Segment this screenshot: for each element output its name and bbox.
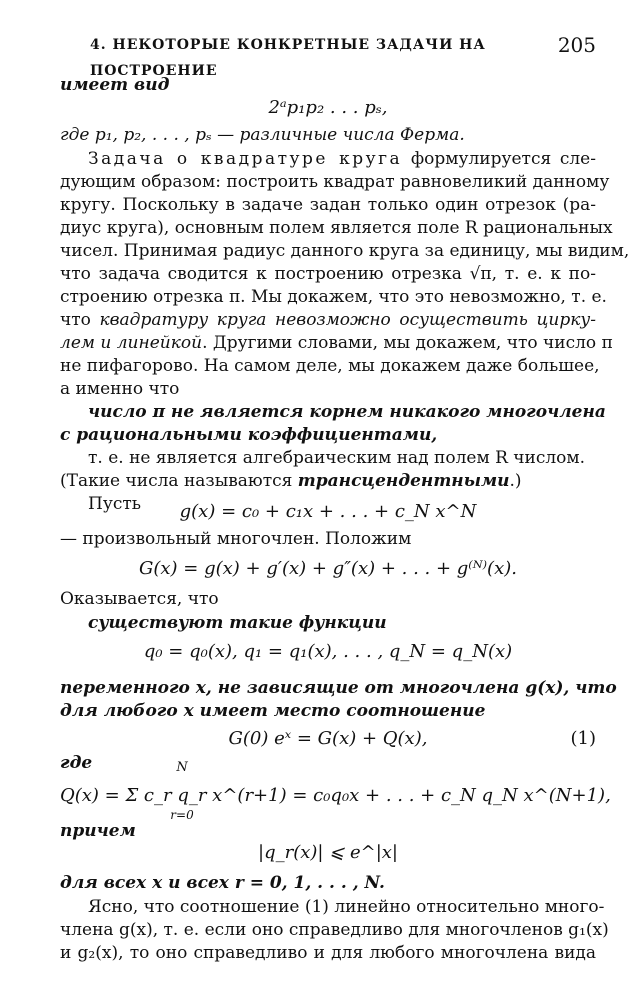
formula-relation-1: G(0) eˣ = G(x) + Q(x), (1) bbox=[228, 728, 596, 749]
text-line: дующим образом: построить квадрат равновеликий данному bbox=[60, 172, 610, 192]
text-line: Ясно, что соотношение (1) линейно относительно много- bbox=[88, 897, 605, 917]
text-line: где bbox=[60, 753, 93, 773]
text-line: причем bbox=[60, 821, 136, 841]
theorem-line: переменного x, не зависящие от многочлена g(x), что bbox=[60, 678, 617, 698]
text-line: чисел. Принимая радиус данного круга за единицу, мы видим, bbox=[60, 241, 630, 261]
text-line: Пусть bbox=[88, 494, 142, 514]
text-line: т. е. не является алгебраическим над полем R числом. bbox=[88, 448, 586, 468]
theorem-line: с рациональными коэффициентами, bbox=[60, 425, 438, 445]
text-line: не пифагорово. На самом деле, мы докажем даже большее, bbox=[60, 356, 600, 376]
text-line: лем и линейкой. Другими словами, мы докажем, что число π bbox=[60, 333, 613, 353]
formula-bound: |q_r(x)| ⩽ e^|x| bbox=[258, 842, 398, 863]
text-line: где p₁, p₂, . . . , pₛ — различные числа Ферма. bbox=[60, 125, 465, 145]
theorem-line: для всех x и всех r = 0, 1, . . . , N. bbox=[60, 873, 385, 893]
theorem-line: существуют такие функции bbox=[88, 613, 387, 633]
equation-number: (1) bbox=[570, 728, 596, 749]
text-line: что квадратуру круга невозможно осуществить цирку- bbox=[60, 310, 596, 330]
formula-G-definition: G(x) = g(x) + g′(x) + g″(x) + . . . + g⁽ᴺ⁾(x). bbox=[139, 558, 517, 579]
sum-upper-limit: N bbox=[176, 760, 188, 775]
text-line: кругу. Поскольку в задаче задан только один отрезок (ра- bbox=[60, 195, 596, 215]
chapter-title: 4. НЕКОТОРЫЕ КОНКРЕТНЫЕ ЗАДАЧИ НА ПОСТРОЕНИЕ bbox=[90, 37, 486, 79]
emphasis-statement: лем и линейкой bbox=[60, 333, 203, 353]
text-line: (Такие числа называются трансцендентными.) bbox=[60, 471, 522, 491]
text-line: Оказывается, что bbox=[60, 589, 219, 609]
text-line: Задача о квадратуре круга формулируется сле- bbox=[88, 149, 596, 169]
text-line: диус круга), основным полем является поле R рациональных bbox=[60, 218, 613, 238]
emphasis-term: Задача о квадратуре круга bbox=[88, 149, 403, 169]
text-line: — произвольный многочлен. Положим bbox=[60, 529, 412, 549]
theorem-line: для любого x имеет место соотношение bbox=[60, 701, 486, 721]
page-number: 205 bbox=[557, 33, 596, 57]
text-line: что задача сводится к построению отрезка √π, т. е. к по- bbox=[60, 264, 596, 284]
text-line: строению отрезка π. Мы докажем, что это невозможно, т. е. bbox=[60, 287, 607, 307]
formula-Q-definition: Q(x) = Σ c_r q_r x^(r+1) = c₀q₀x + . . . + c_N q_N x^(N+1), bbox=[60, 785, 611, 806]
theorem-line: число π не является корнем никакого многочлена bbox=[88, 402, 606, 422]
text-line: и g₂(x), то оно справедливо и для любого многочлена вида bbox=[60, 943, 596, 963]
emphasis-term: трансцендентными bbox=[297, 471, 510, 491]
text-line: а именно что bbox=[60, 379, 180, 399]
text-line: имеет вид bbox=[60, 75, 170, 95]
sum-lower-limit: r=0 bbox=[170, 808, 194, 822]
emphasis-statement: квадратуру круга невозможно осуществить цирку- bbox=[99, 310, 596, 330]
running-header bbox=[60, 32, 596, 79]
formula-q-functions: q₀ = q₀(x), q₁ = q₁(x), . . . , q_N = q_N(x) bbox=[143, 641, 513, 662]
text-line: члена g(x), т. е. если оно справедливо для многочленов g₁(x) bbox=[60, 920, 609, 940]
formula-polynomial: g(x) = c₀ + c₁x + . . . + c_N x^N bbox=[179, 501, 477, 522]
formula-fermat-product: 2ᵃp₁p₂ . . . pₛ, bbox=[268, 97, 388, 118]
